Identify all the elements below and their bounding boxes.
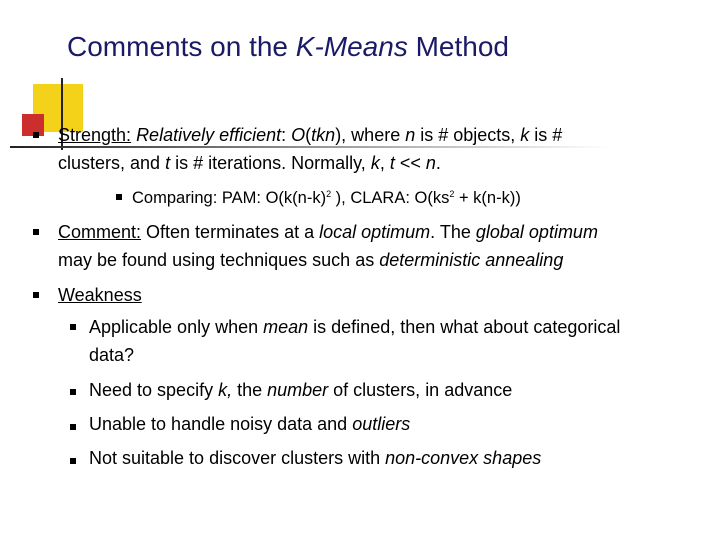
comparing-line: [132, 186, 521, 210]
text-span: ,: [379, 153, 390, 173]
text-span: is # iterations. Normally,: [170, 153, 371, 173]
slide-title: [67, 29, 509, 65]
text-span: k,: [218, 380, 233, 400]
comment-line-2: [58, 248, 563, 272]
text-span: mean: [263, 317, 309, 337]
text-span: n: [405, 125, 416, 145]
applicable-line-1: [89, 315, 620, 339]
strength-line-1: [58, 123, 562, 147]
text-span: tkn: [311, 125, 336, 145]
applicable-line-2: [89, 343, 134, 367]
strength-label: Strength:: [58, 125, 132, 145]
comment-line-1: [58, 220, 598, 244]
text-span: is # objects,: [415, 125, 521, 145]
weakness-label: Weakness: [58, 285, 142, 305]
text-span: t: [165, 153, 171, 173]
text-span: Need to specify: [89, 380, 219, 400]
text-span: + k(n-k)): [454, 189, 521, 207]
text-span: may be found using techniques such as: [58, 250, 380, 270]
text-span: global optimum: [475, 222, 598, 242]
bullet-icon: [33, 132, 39, 138]
text-span: .: [435, 153, 441, 173]
text-span: :: [281, 125, 292, 145]
text-span: <<: [394, 153, 426, 173]
text-span: Comparing: PAM: O(k(n-k): [132, 189, 327, 207]
text-span: k: [370, 153, 380, 173]
weakness-line: [58, 283, 142, 307]
text-span: ), CLARA: O(ks: [331, 189, 450, 207]
specify-line: [89, 378, 512, 402]
title-suffix: Method: [407, 31, 509, 62]
bullet-icon: [70, 389, 76, 395]
text-span: k: [520, 125, 530, 145]
bullet-icon: [33, 229, 39, 235]
text-span: number: [267, 380, 329, 400]
bullet-icon: [70, 458, 76, 464]
text-span: of clusters, in advance: [328, 380, 513, 400]
nonconvex-line: [89, 446, 541, 470]
bullet-icon: [33, 292, 39, 298]
text-span: local optimum: [319, 222, 431, 242]
text-span: Not suitable to discover clusters with: [89, 448, 386, 468]
text-span: deterministic annealing: [379, 250, 564, 270]
text-span: is defined, then what about categorical: [308, 317, 621, 337]
text-span: data?: [89, 345, 135, 365]
text-span: . The: [430, 222, 476, 242]
text-span: the: [232, 380, 268, 400]
superscript: 2: [449, 189, 455, 199]
text-span: ), where: [335, 125, 406, 145]
text-span: Applicable only when: [89, 317, 264, 337]
strength-line-2: [58, 151, 441, 175]
text-span: Unable to handle noisy data and: [89, 414, 353, 434]
text-span: Often terminates at a: [141, 222, 320, 242]
text-span: Relatively efficient: [136, 125, 282, 145]
text-span: non-convex shapes: [385, 448, 542, 468]
text-span: clusters, and: [58, 153, 166, 173]
text-span: t: [389, 153, 395, 173]
comment-label: Comment:: [58, 222, 142, 242]
noisy-line: [89, 412, 410, 436]
text-span: outliers: [352, 414, 411, 434]
text-span: (: [305, 125, 312, 145]
title-italic: K-Means: [295, 31, 408, 62]
superscript: 2: [326, 189, 332, 199]
title-prefix: Comments on the: [67, 31, 296, 62]
bullet-icon: [70, 324, 76, 330]
text-span: n: [425, 153, 436, 173]
text-span: O: [291, 125, 306, 145]
text-span: is #: [529, 125, 563, 145]
bullet-icon: [70, 424, 76, 430]
bullet-icon: [116, 194, 122, 200]
